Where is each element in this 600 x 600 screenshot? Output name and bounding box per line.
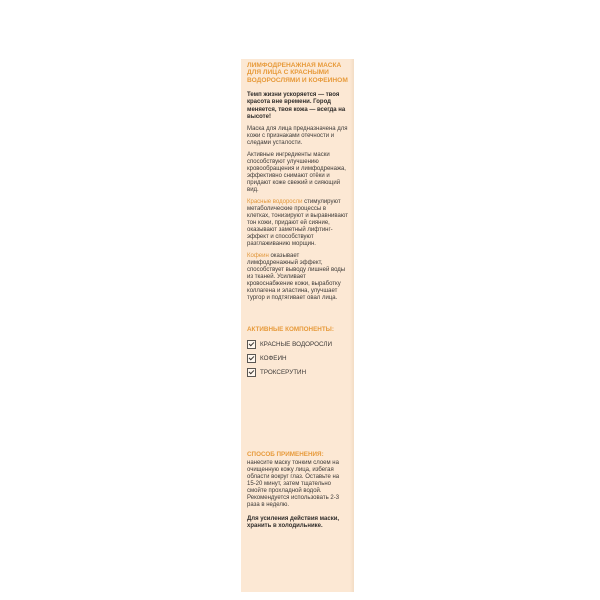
checkbox-icon — [247, 354, 256, 363]
product-slogan: Темп жизни ускоряется — твоя красота вне времени. Город меняется, твоя кожа — всегда на высоте! — [247, 92, 346, 120]
active-components-title: АКТИВНЫЕ КОМПОНЕНТЫ: — [247, 326, 334, 334]
usage-title: СПОСОБ ПРИМЕНЕНИЯ: — [247, 451, 324, 459]
algae-highlight: Красные водоросли — [247, 199, 303, 206]
storage-note: Для усиления действия маски, хранить в холодильнике. — [247, 516, 340, 530]
description-paragraph-2: Активные ингредиенты маски способствуют улучшению кровообращения и лимфодренажа, эффективно снимают отёки и придают коже свежий и сияющий вид. — [247, 152, 346, 194]
ingredient-label: КОФЕИН — [260, 354, 287, 362]
ingredient-label: ТРОКСЕРУТИН — [260, 368, 307, 376]
checkbox-icon — [247, 340, 256, 349]
package-edge — [350, 59, 354, 592]
usage-text: нанесите маску тонким слоем на очищенную кожу лица, избегая области вокруг глаз. Оставьте на 15-20 минут, затем тщательно смойте прохладной водой. Рекомендуется использовать 2-3 раза в неделю. — [247, 460, 340, 509]
product-title: ЛИМФОДРЕНАЖНАЯ МАСКА ДЛЯ ЛИЦА С КРАСНЫМИ ВОДОРОСЛЯМИ И КОФЕИНОМ — [247, 62, 348, 84]
checkbox-icon — [247, 368, 256, 377]
package-text-block — [247, 62, 349, 530]
ingredient-list — [247, 339, 349, 377]
algae-text: стимулируют метаболические процессы в клетках, тонизируют и выравнивают тон кожи, придают ей сияние, оказывают заметный лифтинг-эффект и способствуют разглаживанию морщин. — [247, 199, 348, 248]
description-paragraph-1: Маска для лица предназначена для кожи с признаками отечности и следами усталости. — [247, 126, 348, 147]
ingredient-item — [247, 339, 349, 349]
caffeine-text: оказывает лимфодренажный эффект, способствует выводу лишней воды из тканей. Усиливает кровоснабжение кожи, выработку коллагена и эластина, улучшает тургор и подтягивает овал лица. — [247, 253, 346, 302]
ingredient-label: КРАСНЫЕ ВОДОРОСЛИ — [260, 340, 332, 348]
caffeine-paragraph — [247, 253, 349, 302]
algae-paragraph — [247, 199, 349, 248]
ingredient-item — [247, 353, 349, 363]
caffeine-highlight: Кофеин — [247, 253, 269, 260]
ingredient-item — [247, 367, 349, 377]
